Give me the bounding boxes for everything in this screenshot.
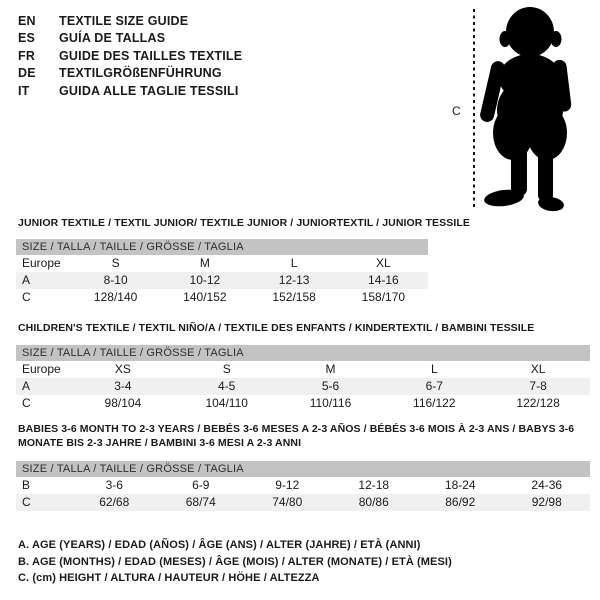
footnote: C. (cm) HEIGHT / ALTURA / HAUTEUR / HÖHE / ALTEZZA	[18, 572, 320, 584]
size-cell: L	[290, 256, 298, 270]
table-row	[16, 361, 590, 378]
size-cell: 7-8	[529, 379, 547, 393]
language-label: TEXTILGRÖßENFÜHRUNG	[59, 66, 222, 81]
language-row	[18, 47, 242, 65]
row-label: Europe	[22, 362, 61, 376]
size-cell: XL	[376, 256, 391, 270]
size-cell: L	[430, 362, 438, 376]
size-cell: 3-6	[105, 478, 123, 492]
size-cell: 8-10	[103, 273, 128, 287]
table-body	[16, 361, 590, 412]
language-label: GUIDA ALLE TAGLIE TESSILI	[59, 83, 239, 98]
junior-table-title: JUNIOR TEXTILE / TEXTIL JUNIOR/ TEXTILE JUNIOR / JUNIORTEXTIL / JUNIOR TESSILE	[18, 217, 470, 229]
language-label: GUÍA DE TALLAS	[59, 31, 166, 46]
size-cell: S	[222, 362, 231, 376]
language-label: TEXTILE SIZE GUIDE	[59, 13, 189, 28]
table-row	[16, 395, 590, 412]
row-label: C	[22, 290, 31, 304]
toddler-silhouette-icon	[478, 2, 578, 214]
size-cell: 18-24	[444, 478, 476, 492]
size-cell: 140/152	[183, 290, 227, 304]
size-cell: 12-18	[358, 478, 390, 492]
size-cell: 24-36	[531, 478, 563, 492]
language-row	[18, 30, 242, 48]
size-cell: 10-12	[189, 273, 221, 287]
size-header-bar: SIZE / TALLA / TAILLE / GRÖSSE / TAGLIA	[16, 345, 590, 361]
babies-table-title: BABIES 3-6 MONTH TO 2-3 YEARS / BEBÉS 3-6 MESES A 2-3 AÑOS / BÉBÉS 3-6 MOIS À 2-3 ANS / BABYS 3-6 MONATE BIS 2-3 JAHRE / BAMBINI 3-6 MESI A 2-3 ANNI	[18, 423, 575, 449]
language-label: GUIDE DES TAILLES TEXTILE	[59, 48, 243, 63]
language-list	[18, 12, 242, 100]
row-label: C	[22, 495, 31, 509]
table-row	[16, 289, 428, 306]
size-header-bar: SIZE / TALLA / TAILLE / GRÖSSE / TAGLIA	[16, 239, 428, 255]
size-cell: 92/98	[531, 495, 562, 509]
size-cell: M	[325, 362, 336, 376]
size-cell: S	[111, 256, 120, 270]
table-row	[16, 494, 590, 511]
height-measure-line	[471, 9, 477, 207]
size-cell: 122/128	[516, 396, 560, 410]
row-label: B	[22, 478, 31, 492]
table-body	[16, 255, 428, 306]
size-cell: 110/116	[309, 396, 352, 410]
size-header-bar: SIZE / TALLA / TAILLE / GRÖSSE / TAGLIA	[16, 461, 590, 477]
size-cell: 104/110	[205, 396, 248, 410]
language-code: DE	[18, 66, 36, 81]
size-cell: 68/74	[185, 495, 216, 509]
footnotes	[18, 537, 452, 587]
children-table-title: CHILDREN'S TEXTILE / TEXTIL NIÑO/A / TEXTILE DES ENFANTS / KINDERTEXTIL / BAMBINI TESSILE	[18, 322, 535, 334]
height-measure-label: C	[452, 104, 462, 118]
row-label: Europe	[22, 256, 61, 270]
row-label: A	[22, 273, 31, 287]
size-cell: 9-12	[275, 478, 300, 492]
table-row	[16, 378, 590, 395]
size-cell: 116/122	[413, 396, 456, 410]
size-cell: 86/92	[445, 495, 476, 509]
junior-size-table	[16, 239, 428, 306]
size-cell: 128/140	[93, 290, 138, 304]
babies-size-table	[16, 461, 590, 511]
size-cell: 98/104	[104, 396, 142, 410]
size-cell: 12-13	[278, 273, 310, 287]
footnote: B. AGE (MONTHS) / EDAD (MESES) / ÂGE (MOIS) / ALTER (MONATE) / ETÀ (MESI)	[18, 555, 452, 568]
language-code: EN	[18, 13, 36, 28]
children-size-table	[16, 345, 590, 412]
size-cell: 62/68	[99, 495, 130, 509]
size-cell: 6-7	[425, 379, 443, 393]
row-label: A	[22, 379, 31, 393]
size-cell: XS	[114, 362, 131, 376]
size-cell: 5-6	[321, 379, 340, 393]
table-row	[16, 477, 590, 494]
language-code: IT	[18, 83, 30, 98]
table-body	[16, 477, 590, 511]
size-cell: 158/170	[361, 290, 406, 304]
row-label: C	[22, 396, 31, 410]
size-cell: 74/80	[272, 495, 303, 509]
footnote: A. AGE (YEARS) / EDAD (AÑOS) / ÂGE (ANS) / ALTER (JAHRE) / ETÀ (ANNI)	[18, 539, 421, 551]
size-cell: 152/158	[272, 290, 316, 304]
size-cell: 80/86	[358, 495, 389, 509]
language-code: FR	[18, 48, 36, 63]
language-row	[18, 82, 242, 100]
size-cell: 3-4	[114, 379, 132, 393]
language-row	[18, 65, 242, 83]
table-row	[16, 255, 428, 272]
language-row	[18, 12, 242, 30]
table-row	[16, 272, 428, 289]
size-cell: 14-16	[368, 273, 399, 287]
size-cell: 4-5	[218, 379, 236, 393]
size-cell: 6-9	[192, 478, 210, 492]
size-cell: XL	[530, 362, 546, 376]
language-code: ES	[18, 31, 36, 46]
size-cell: M	[199, 256, 210, 270]
